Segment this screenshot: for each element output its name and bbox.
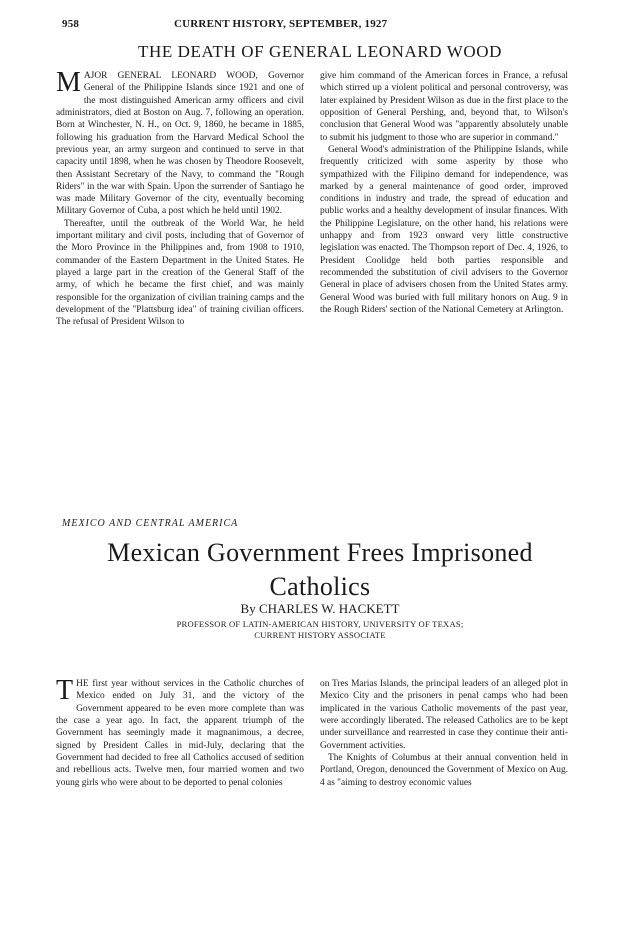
wood-paragraph-1 xyxy=(56,70,304,218)
article-title-mexico-line1: Mexican Government Frees Imprisoned xyxy=(107,538,533,567)
byline: By CHARLES W. HACKETT xyxy=(240,601,400,616)
page-number: 958 xyxy=(62,18,80,30)
article-title-mexico-line2: Catholics xyxy=(269,572,371,601)
author-affiliation-line2: CURRENT HISTORY ASSOCIATE xyxy=(254,630,386,640)
wood-paragraph-1-text: AJOR GENERAL LEONARD WOOD, Governor General of the Philippine Islands since 1921 and one of the most distinguished American army officers and civil administrators, died at Boston on Aug. 7, following an operation. Born at Winchester, N. H., on Oct. 9, 1860, he became in 1885, following his graduation from the Harvard Medical School the previous year, an army surgeon and continued to serve in that capacity until 1898, when he was chosen by Theodore Roosevelt, then Assistant Secretary of the Navy, to command the "Rough Riders" in the war with Spain. Upon the surrender of Santiago he was made Military Governor of the city, eventually becoming Military Governor of Cuba, a post which he held until 1902. xyxy=(56,71,304,217)
author-affiliation-line1: PROFESSOR OF LATIN-AMERICAN HISTORY, UNIVERSITY OF TEXAS; xyxy=(176,619,464,629)
wood-column-left xyxy=(56,70,304,482)
mexico-paragraph-2: on Tres Marias Islands, the principal leaders of an alleged plot in Mexico City and the prisoners in penal camps who had been implicated in the various Catholic movements of the past year, were accordingly liberated. The released Catholics are to be kept under surveillance and rearrested in case they continue their anti-Government activities. xyxy=(320,679,568,751)
wood-column-right xyxy=(320,70,568,482)
wood-paragraph-4: General Wood's administration of the Philippine Islands, while frequently criticized with some asperity by those who sympathized with the Filipino demand for independence, was marked by a general maintenance of good order, improved conditions in industry and trade, the spread of education and public works and a healthy development of insular finances. With the Philippine Legislature, on the other hand, his relations were unhappy and from 1923 onward very little constructive legislation was enacted. The Thompson report of Dec. 4, 1926, to President Coolidge held both parties responsible and recommended the substitution of civil advisers to the Governor General in place of advisers chosen from the United States army. General Wood was buried with full military honors on Aug. 9 in the Rough Riders' section of the National Cemetery at Arlington. xyxy=(320,144,568,315)
wood-paragraph-2: Thereafter, until the outbreak of the World War, he held important military and civil posts, including that of Governor of the Moro Province in the Philippines and, from 1908 to 1910, commander of the Eastern Department in the United States. He played a large part in the creation of the General Staff of the army, of which he became the first chief, and was mainly responsible for the organization of civilian training camps and the development of the "Plattsburg idea" of training civilian officers. The refusal of President Wilson to xyxy=(56,218,304,328)
drop-cap-m: M xyxy=(56,70,81,98)
mexico-column-right xyxy=(320,678,568,908)
drop-cap-t: T xyxy=(56,678,74,706)
wood-paragraph-3: give him command of the American forces in France, a refusal which stirred up a violent political and personal controversy, was later explained by President Wilson as due in the first place to the opposition of General Pershing, and, beyond that, to Wilson's conclusion that General Wood was "apparently absolutely unable to submit his judgment to those who are superior in command." xyxy=(320,71,568,143)
article-title-wood: THE DEATH OF GENERAL LEONARD WOOD xyxy=(137,42,503,61)
mexico-paragraph-3: The Knights of Columbus at their annual convention held in Portland, Oregon, denounced the Government of Mexico on Aug. 4 as "aiming to destroy economic values xyxy=(320,752,568,788)
mexico-column-left xyxy=(56,678,304,908)
section-label: MEXICO AND CENTRAL AMERICA xyxy=(62,518,239,529)
mexico-paragraph-1-text: HE first year without services in the Catholic churches of Mexico ended on July 31, and the victory of the Government appeared to be even more complete than was the case a year ago. In fact, the apparent triumph of the Government has seemingly made it magnanimous, a decree, signed by President Calles in mid-July, declaring that the Government had decided to free all Catholics accused of sedition and rebellious acts. Twelve men, four married women and two young girls who were about to be deported to penal colonies xyxy=(56,679,304,788)
mexico-paragraph-1 xyxy=(56,678,304,789)
running-title: CURRENT HISTORY, SEPTEMBER, 1927 xyxy=(174,18,388,30)
